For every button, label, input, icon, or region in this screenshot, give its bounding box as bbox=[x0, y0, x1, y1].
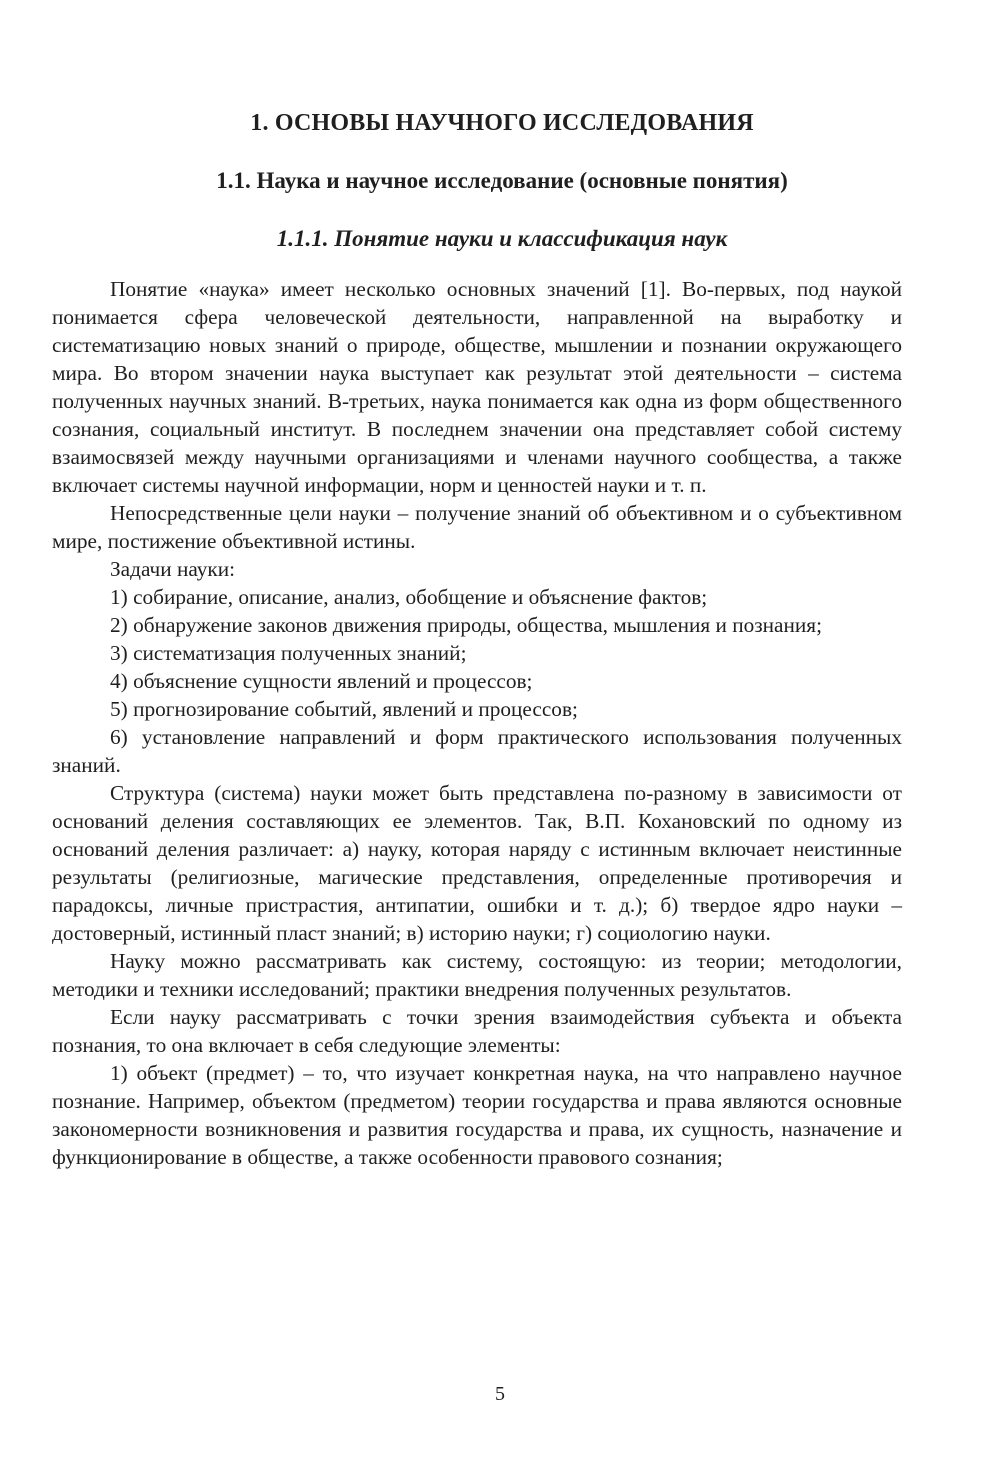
list-item-task-1: 1) собирание, описание, анализ, обобщение и объяснение фактов; bbox=[110, 585, 708, 609]
page-content bbox=[52, 106, 902, 1171]
body-text bbox=[52, 275, 902, 1171]
list-item-task-5: 5) прогнозирование событий, явлений и процессов; bbox=[110, 697, 578, 721]
paragraph-science-goals: Непосредственные цели науки – получение знаний об объективном и о субъективном мире, постижение объективной истины. bbox=[52, 501, 902, 553]
subsection-title: 1.1.1. Понятие науки и классификация наук bbox=[276, 226, 728, 251]
paragraph-science-system: Науку можно рассматривать как систему, состоящую: из теории; методологии, методики и техники исследований; практики внедрения полученных результатов. bbox=[52, 949, 902, 1001]
paragraph-subject-object: Если науку рассматривать с точки зрения взаимодействия субъекта и объекта познания, то она включает в себя следующие элементы: bbox=[52, 1005, 902, 1057]
list-item-object: 1) объект (предмет) – то, что изучает конкретная наука, на что направлено научное познание. Например, объектом (предметом) теории государства и права являются основные закономерности возникновения и развития государства и права, их сущность, назначение и функционирование в обществе, а также особенности правового сознания; bbox=[52, 1061, 902, 1169]
paragraph-science-meanings: Понятие «наука» имеет несколько основных значений [1]. Во-первых, под наукой понимается сфера человеческой деятельности, направленной на выработку и систематизацию новых знаний о природе, обществе, мышлении и познании окружающего мира. Во втором значении наука выступает как результат этой деятельности – система полученных научных знаний. В-третьих, наука понимается как одна из форм общественного сознания, социальный институт. В последнем значении она представляет собой систему взаимосвязей между научными организациями и членами научного сообщества, а также включает системы научной информации, норм и ценностей науки и т. п. bbox=[52, 277, 902, 497]
section-title: 1.1. Наука и научное исследование (основные понятия) bbox=[216, 168, 788, 193]
list-item-task-3: 3) систематизация полученных знаний; bbox=[110, 641, 467, 665]
list-item-task-6: 6) установление направлений и форм практического использования полученных знаний. bbox=[52, 725, 902, 777]
paragraph-tasks-heading: Задачи науки: bbox=[110, 557, 236, 581]
list-item-task-4: 4) объяснение сущности явлений и процессов; bbox=[110, 669, 533, 693]
page-number: 5 bbox=[495, 1383, 505, 1405]
paragraph-science-structure: Структура (система) науки может быть представлена по-разному в зависимости от оснований деления составляющих ее элементов. Так, В.П. Кохановский по одному из оснований деления различает: а) науку, которая наряду с истинным включает неистинные результаты (религиозные, магические представления, определенные противоречия и парадоксы, личные пристрастия, антипатии, ошибки и т. д.); б) твердое ядро науки – достоверный, истинный пласт знаний; в) историю науки; г) социологию науки. bbox=[52, 781, 902, 945]
list-item-task-2: 2) обнаружение законов движения природы, общества, мышления и познания; bbox=[110, 613, 823, 637]
chapter-title: 1. ОСНОВЫ НАУЧНОГО ИССЛЕДОВАНИЯ bbox=[250, 110, 754, 136]
